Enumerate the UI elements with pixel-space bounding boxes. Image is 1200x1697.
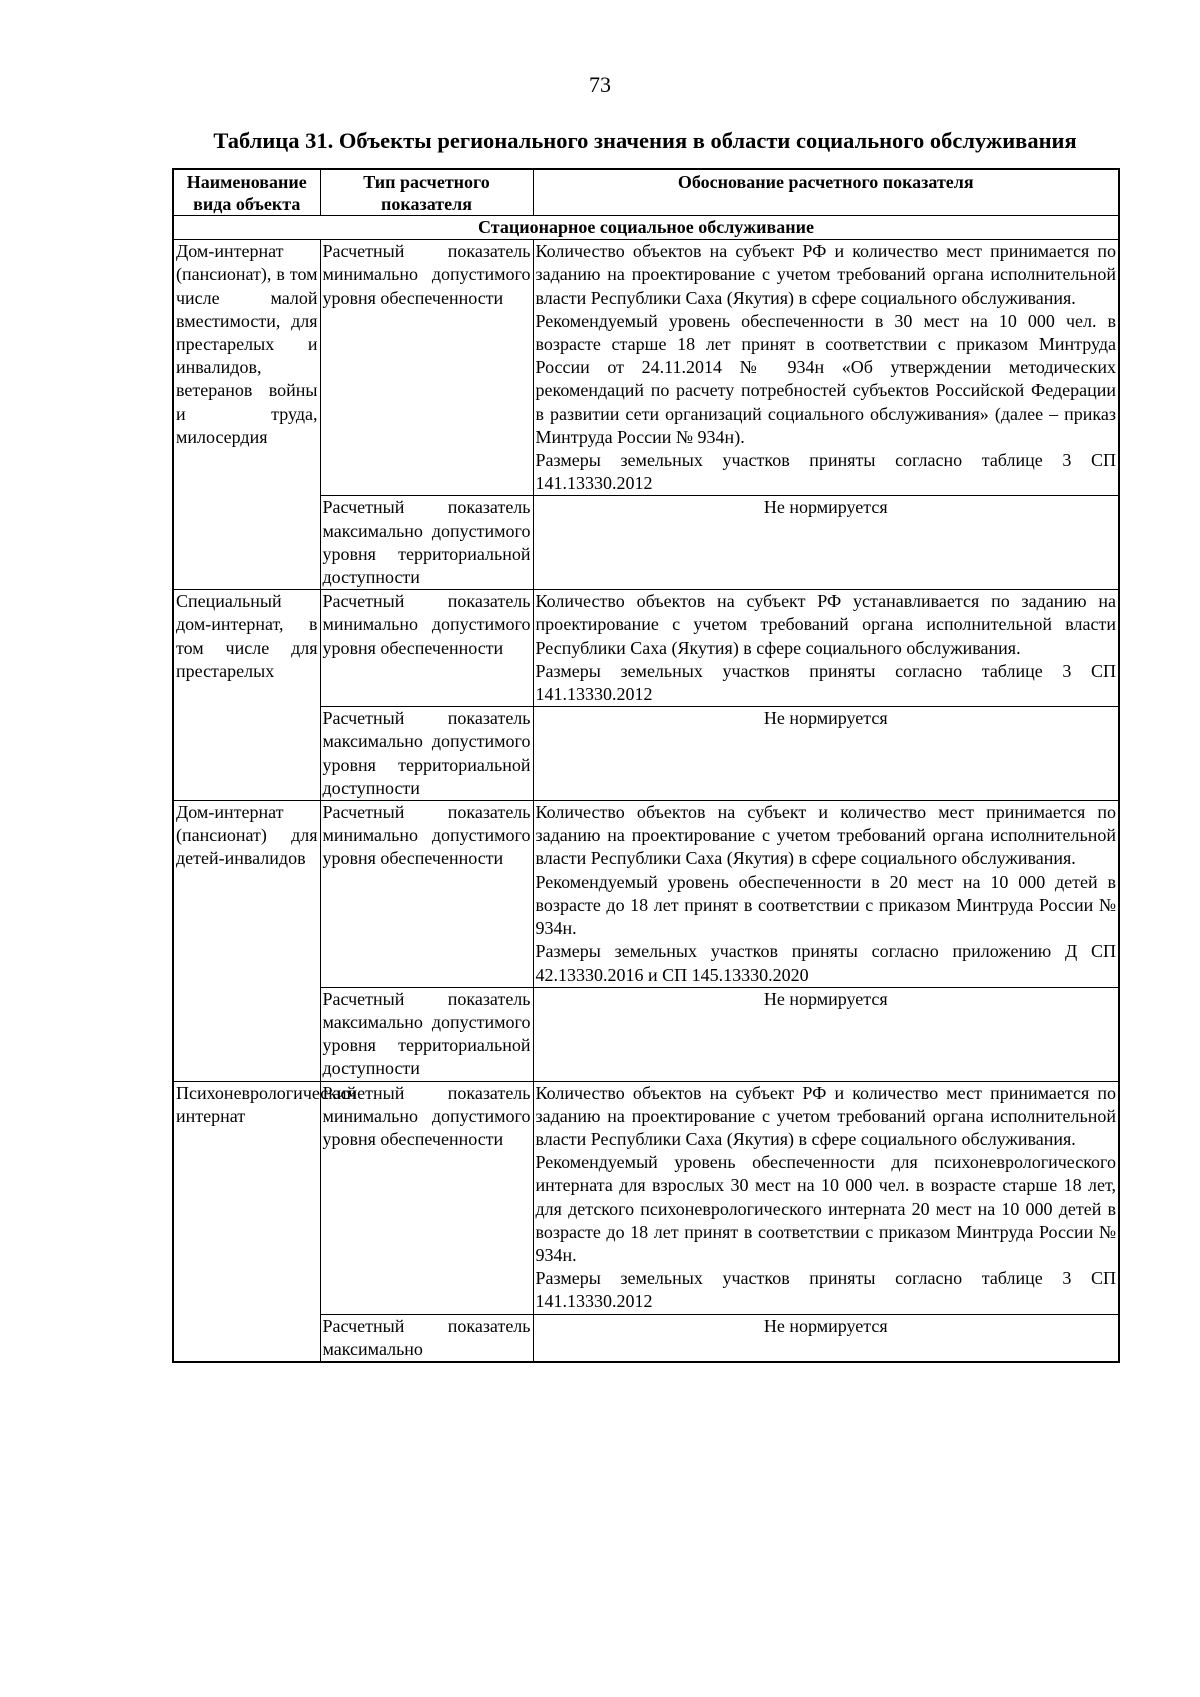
basis-paragraph: Количество объектов на субъект и количество мест принимается по заданию на проектирование с учетом требований органа исполнительной власти Республики Саха (Якутия) в сфере социального обслуживания.: [535, 802, 1116, 869]
object-name: Психоневрологический интернат: [173, 1081, 320, 1362]
basis-paragraph: Рекомендуемый уровень обеспеченности для психоневрологического интерната для взрослых 30 мест на 10 000 чел. в возрасте старше 18 лет, для детского психоневрологического интерната 20 мест на 10 000 детей в возрасте до 18 лет принят в соответствии с приказом Минтруда России № 934н.: [535, 1152, 1116, 1265]
table-header-row: [173, 169, 1119, 216]
indicator-type-max: Расчетный показатель максимально: [320, 1314, 533, 1362]
basis-cell: [533, 240, 1119, 496]
not-normalized-value: Не нормируется: [533, 1314, 1119, 1362]
basis-cell: [533, 1081, 1119, 1314]
page-number: 73: [589, 72, 611, 97]
object-name: Дом-интернат (пансионат), в том числе малой вместимости, для престарелых и инвалидов, ветеранов войны и труда, милосердия: [173, 240, 320, 590]
section-title: Стационарное социальное обслуживание: [173, 216, 1119, 240]
table-title: Таблица 31. Объекты регионального значения в области социального обслуживания: [213, 128, 1077, 153]
basis-paragraph: Количество объектов на субъект РФ устанавливается по заданию на проектирование с учетом требований органа исполнительной власти Республики Саха (Якутия) в сфере социального обслуживания.: [535, 591, 1116, 658]
header-object-type: Наименование вида объекта: [173, 169, 320, 216]
indicator-type-min: Расчетный показатель минимально допустимого уровня обеспеченности: [320, 590, 533, 707]
indicator-type-min: Расчетный показатель минимально допустимого уровня обеспеченности: [320, 240, 533, 496]
not-normalized-value: Не нормируется: [533, 987, 1119, 1081]
object-name: Специальный дом-интернат, в том числе для престарелых: [173, 590, 320, 801]
section-row: [173, 216, 1119, 240]
indicator-type-min: Расчетный показатель минимально допустимого уровня обеспеченности: [320, 801, 533, 988]
basis-cell: [533, 590, 1119, 707]
basis-paragraph: Рекомендуемый уровень обеспеченности в 20 мест на 10 000 детей в возрасте до 18 лет принят в соответствии с приказом Минтруда России № 934н.: [535, 871, 1116, 939]
not-normalized-value: Не нормируется: [533, 496, 1119, 590]
social-services-table: [172, 168, 1120, 1363]
basis-cell: [533, 801, 1119, 988]
header-basis: Обоснование расчетного показателя: [533, 169, 1119, 216]
basis-paragraph: Размеры земельных участков приняты согласно таблице 3 СП 141.13330.2012: [535, 660, 1116, 705]
table-row: [173, 1081, 1119, 1314]
object-name: Дом-интернат (пансионат) для детей-инвалидов: [173, 801, 320, 1081]
table-row: [173, 240, 1119, 496]
indicator-type-max: Расчетный показатель максимально допустимого уровня территориальной доступности: [320, 987, 533, 1081]
header-indicator-type: Тип расчетного показателя: [320, 169, 533, 216]
basis-paragraph: Размеры земельных участков приняты согласно таблице 3 СП 141.13330.2012: [535, 450, 1116, 494]
basis-paragraph: Количество объектов на субъект РФ и количество мест принимается по заданию на проектирование с учетом требований органа исполнительной власти Республики Саха (Якутия) в сфере социального обслуживания.: [535, 1082, 1116, 1149]
indicator-type-min: Расчетный показатель минимально допустимого уровня обеспеченности: [320, 1081, 533, 1314]
table-row: [173, 801, 1119, 988]
not-normalized-value: Не нормируется: [533, 707, 1119, 801]
indicator-type-max: Расчетный показатель максимально допустимого уровня территориальной доступности: [320, 707, 533, 801]
basis-paragraph: Размеры земельных участков приняты согласно таблице 3 СП 141.13330.2012: [535, 1268, 1116, 1312]
basis-paragraph: Размеры земельных участков приняты согласно приложению Д СП 42.13330.2016 и СП 145.13330.2020: [535, 941, 1116, 985]
table-row: [173, 590, 1119, 707]
basis-paragraph: Количество объектов на субъект РФ и количество мест принимается по заданию на проектирование с учетом требований органа исполнительной власти Республики Саха (Якутия) в сфере социального обслуживания.: [535, 241, 1116, 308]
basis-paragraph: Рекомендуемый уровень обеспеченности в 30 мест на 10 000 чел. в возрасте старше 18 лет принят в соответствии с приказом Минтруда России от 24.11.2014 № 934н «Об утверждении методических рекомендаций по расчету потребностей субъектов Российской Федерации в развитии сети организаций социального обслуживания» (далее – приказ Минтруда России № 934н).: [535, 310, 1116, 447]
indicator-type-max: Расчетный показатель максимально допустимого уровня территориальной доступности: [320, 496, 533, 590]
